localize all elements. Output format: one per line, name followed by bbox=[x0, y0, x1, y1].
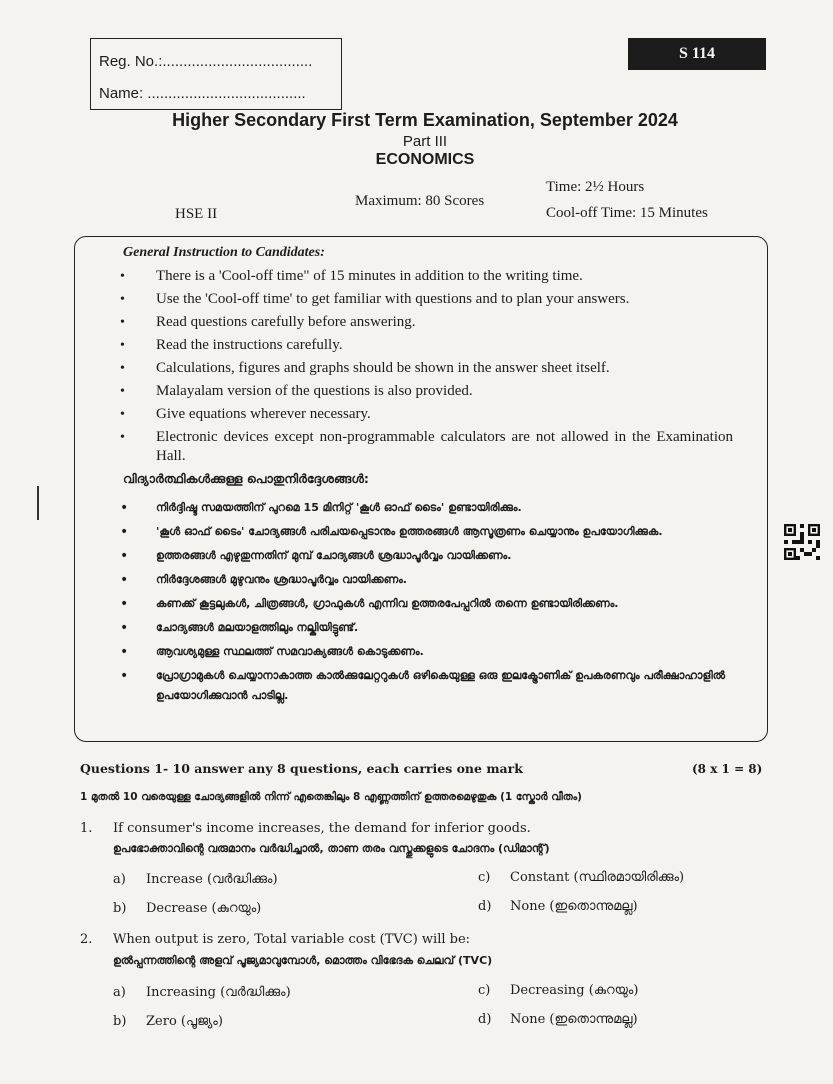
section-heading: Questions 1- 10 answer any 8 questions, each carries one mark bbox=[80, 761, 523, 776]
question-text: If consumer's income increases, the demand for inferior goods. bbox=[113, 821, 531, 836]
instruction-item: • Use the 'Cool-off time' to get familiar with questions and to plan your answers. bbox=[103, 290, 733, 309]
question-ml-text: ഉൽപ്പന്നത്തിന്റെ അളവ് പൂജ്യമാവുമ്പോൾ, മൊത്തം വിഭേദക ചെലവ് (TVC) bbox=[113, 954, 493, 967]
instruction-item: • Give equations wherever necessary. bbox=[103, 405, 733, 424]
ml-instruction-item: • 'കൂൾ ഓഫ് ടൈം' ചോദ്യങ്ങൾ പരിചയപ്പെടാനും ഉത്തരങ്ങൾ ആസൂത്രണം ചെയ്യാനും ഉപയോഗിക്കുക. bbox=[103, 522, 733, 542]
ml-instructions-heading: വിദ്യാർത്ഥികൾക്കുള്ള പൊതുനിർദ്ദേശങ്ങൾ: bbox=[123, 471, 369, 486]
registration-box bbox=[90, 38, 342, 110]
exam-subject: ECONOMICS bbox=[375, 151, 475, 168]
instructions-list bbox=[103, 267, 733, 470]
question-number: 1. bbox=[80, 821, 93, 836]
section-marks: (8 x 1 = 8) bbox=[692, 762, 763, 776]
option-label: d) bbox=[478, 1012, 492, 1027]
exam-title: Higher Secondary First Term Examination, September 2024 bbox=[172, 110, 678, 130]
ml-instructions-list bbox=[103, 498, 733, 710]
option-text[interactable]: Constant (സ്ഥിരമായിരിക്കും) bbox=[510, 870, 685, 885]
option-text[interactable]: Decrease (കുറയും) bbox=[146, 901, 262, 916]
instruction-item: • Malayalam version of the questions is also provided. bbox=[103, 382, 733, 401]
ml-instruction-item: • നിർദ്ദേശങ്ങൾ മുഴുവനും ശ്രദ്ധാപൂർവ്വം വായിക്കണം. bbox=[103, 570, 733, 590]
ml-instruction-item: • ഉത്തരങ്ങൾ എഴുതുന്നതിന് മുമ്പ് ചോദ്യങ്ങൾ ശ്രദ്ധാപൂർവ്വം വായിക്കണം. bbox=[103, 546, 733, 566]
option-text[interactable]: None (ഇതൊന്നുമല്ല) bbox=[510, 899, 638, 914]
ml-instruction-item: • പ്രോഗ്രാമുകൾ ചെയ്യാനാകാത്ത കാൽക്കുലേറ്ററുകൾ ഒഴികെയുള്ള ഒരു ഇലക്ട്രോണിക് ഉപകരണവും പരീക്ഷാഹാളിൽ ഉപയോഗിക്കുവാൻ പാടില്ല. bbox=[103, 666, 733, 706]
section-ml-heading: 1 മുതൽ 10 വരെയുള്ള ചോദ്യങ്ങളിൽ നിന്ന് എതെങ്കിലും 8 എണ്ണത്തിന് ഉത്തരമെഴുതുക (1 സ്കോർ വീതം) bbox=[80, 791, 582, 803]
option-label: a) bbox=[113, 985, 126, 1000]
option-text[interactable]: Increasing (വർദ്ധിക്കും) bbox=[146, 985, 291, 1000]
instruction-item: • Calculations, figures and graphs should be shown in the answer sheet itself. bbox=[103, 359, 733, 378]
option-label: c) bbox=[478, 983, 491, 998]
name-field[interactable]: Name: ...................................... bbox=[99, 85, 306, 102]
question-text: When output is zero, Total variable cost (TVC) will be: bbox=[113, 932, 471, 947]
option-text[interactable]: None (ഇതൊന്നുമല്ല) bbox=[510, 1012, 638, 1027]
option-label: b) bbox=[113, 901, 127, 916]
ml-instruction-item: • നിർദ്ദിഷ്ട സമയത്തിന് പുറമെ 15 മിനിറ്റ് 'കൂൾ ഓഫ് ടൈം' ഉണ്ടായിരിക്കും. bbox=[103, 498, 733, 518]
question-number: 2. bbox=[80, 932, 93, 947]
class-label: HSE II bbox=[175, 206, 218, 222]
time-allowed: Time: 2½ Hours bbox=[546, 179, 645, 195]
option-text[interactable]: Zero (പൂജ്യം) bbox=[146, 1014, 223, 1029]
paper-code: S 114 bbox=[628, 38, 766, 70]
option-text[interactable]: Decreasing (കുറയും) bbox=[510, 983, 639, 998]
option-label: d) bbox=[478, 899, 492, 914]
exam-part: Part III bbox=[402, 133, 448, 150]
instructions-box bbox=[74, 236, 768, 742]
option-label: b) bbox=[113, 1014, 127, 1029]
instructions-heading: General Instruction to Candidates: bbox=[123, 245, 325, 260]
instruction-item: • Read questions carefully before answering. bbox=[103, 313, 733, 332]
cool-off-time: Cool-off Time: 15 Minutes bbox=[546, 205, 708, 221]
instruction-item: • There is a 'Cool-off time" of 15 minutes in addition to the writing time. bbox=[103, 267, 733, 286]
question-ml-text: ഉപഭോക്താവിന്റെ വരുമാനം വർദ്ധിച്ചാൽ, താണ തരം വസ്തുക്കളുടെ ചോദനം (ഡിമാന്റ്) bbox=[113, 842, 550, 855]
margin-mark bbox=[37, 486, 39, 520]
qr-code-icon bbox=[784, 524, 820, 560]
option-label: a) bbox=[113, 872, 126, 887]
ml-instruction-item: • ചോദ്യങ്ങൾ മലയാളത്തിലും നല്കിയിട്ടുണ്ട്. bbox=[103, 618, 733, 638]
ml-instruction-item: • ആവശ്യമുള്ള സ്ഥലത്ത് സമവാക്യങ്ങൾ കൊടുക്കണം. bbox=[103, 642, 733, 662]
instruction-item: • Electronic devices except non-programmable calculators are not allowed in the Examination Hall. bbox=[103, 428, 733, 466]
option-label: c) bbox=[478, 870, 491, 885]
ml-instruction-item: • കണക്ക് കൂട്ടലുകൾ, ചിത്രങ്ങൾ, ഗ്രാഫുകൾ എന്നിവ ഉത്തരപേപ്പറിൽ തന്നെ ഉണ്ടായിരിക്കണം. bbox=[103, 594, 733, 614]
reg-no-field[interactable]: Reg. No.:.................................... bbox=[99, 53, 313, 70]
max-score: Maximum: 80 Scores bbox=[355, 193, 485, 209]
instruction-item: • Read the instructions carefully. bbox=[103, 336, 733, 355]
option-text[interactable]: Increase (വർദ്ധിക്കും) bbox=[146, 872, 278, 887]
